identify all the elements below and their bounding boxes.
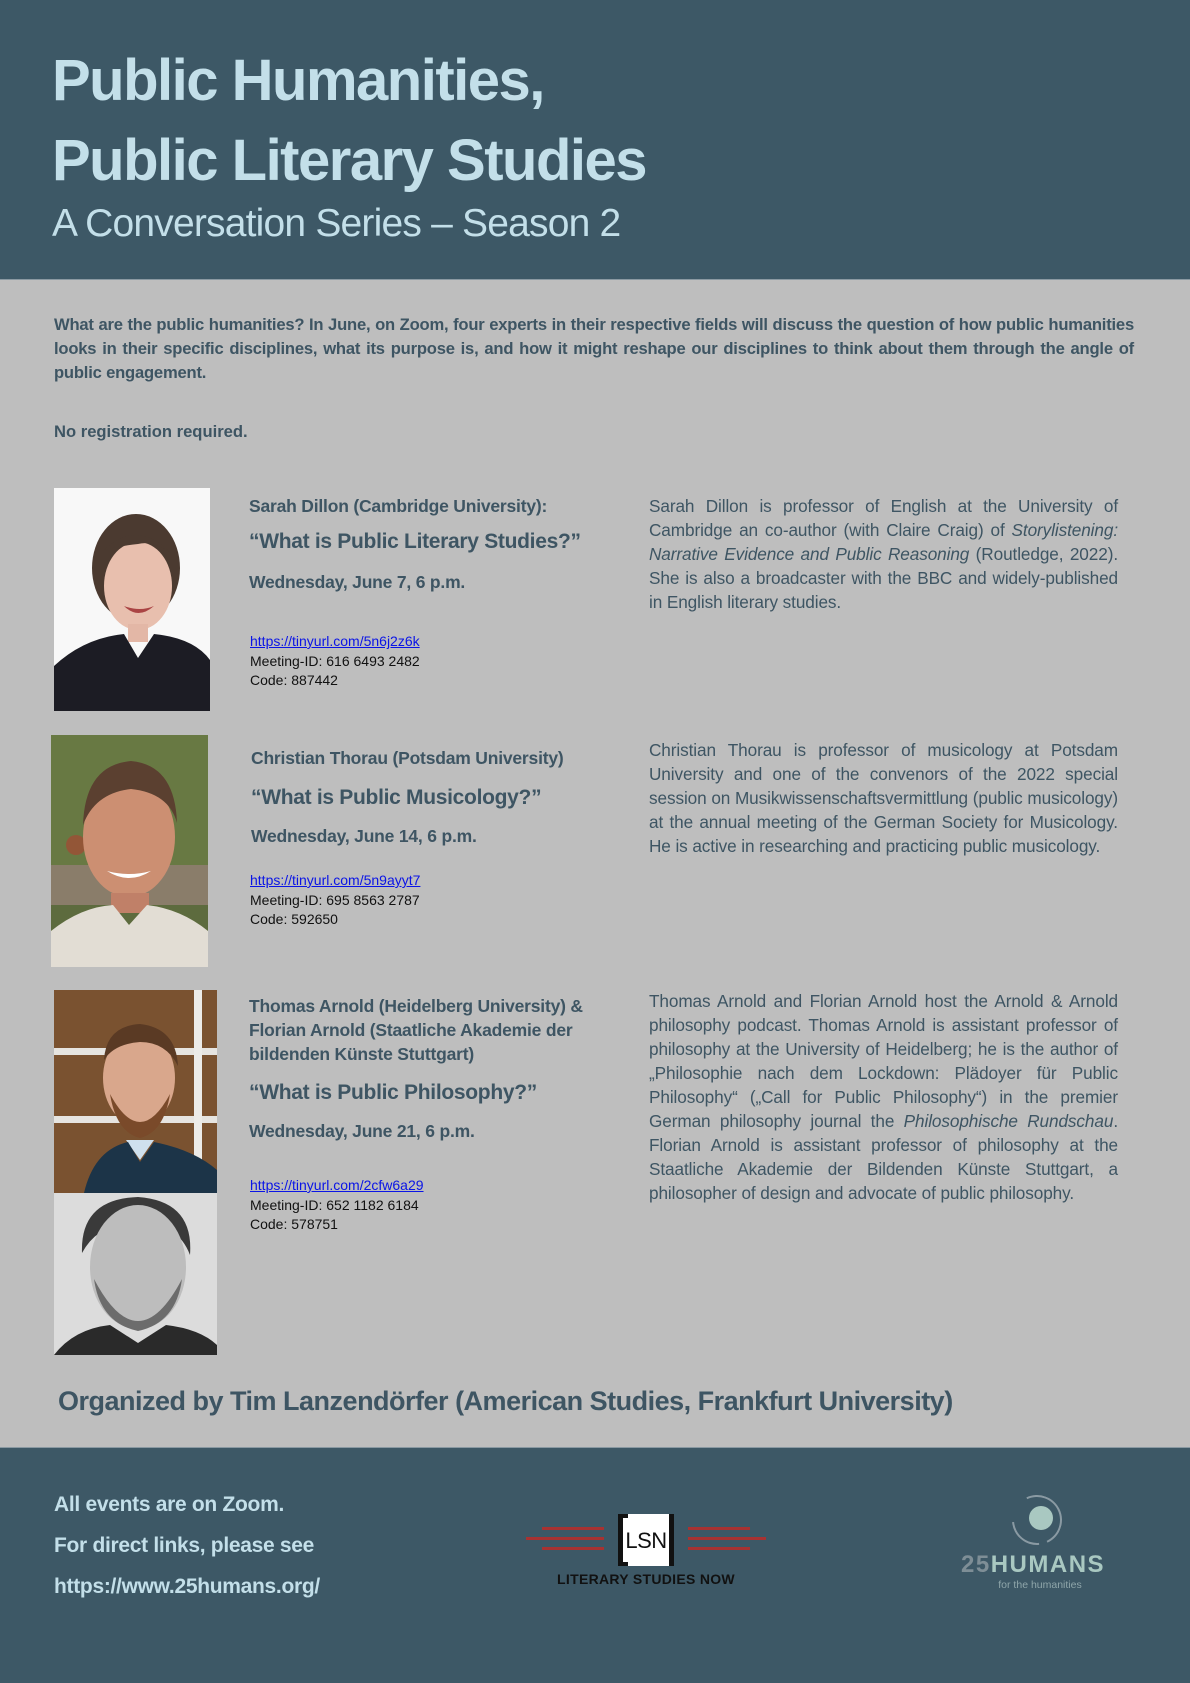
event-3-bio-text: Thomas Arnold and Florian Arnold host the Arnold & Arnold philosophy podcast. Thomas Arnold is assistant professor of philosophy at the University of Heidelberg; he is the author of „Philosophie nach dem Lockdown: Plädoyer für Public Philosophy“ („Call for Public Philosophy“) in the premier German philosophy journal the [649, 991, 1118, 1131]
portrait-thomas-arnold-image [54, 990, 217, 1193]
25humans-tagline: for the humanities [998, 1579, 1082, 1591]
event-1-bio-text: Sarah Dillon is professor of English at the University of Cambridge an co-author (with Claire Craig) of [649, 496, 1118, 540]
event-3-code: Code: 578751 [250, 1216, 338, 1232]
event-2-zoom-link[interactable]: https://tinyurl.com/5n9ayyt7 [250, 872, 421, 888]
lsn-caption: LITERARY STUDIES NOW [557, 1571, 735, 1587]
event-1-speaker: Sarah Dillon (Cambridge University): [249, 496, 548, 516]
event-2-bio: Christian Thorau is professor of musicology at Potsdam University and one of the convenors of the 2022 special session on Musikwissenschaftsvermittlung (public musicology) at the annual meeting of the German Society for Musicology. He is active in researching and practicing public musicology. [649, 740, 1118, 856]
portrait-sarah-dillon-image [54, 488, 210, 711]
event-1-date: Wednesday, June 7, 6 p.m. [249, 572, 466, 592]
footer-zoom-note: All events are on Zoom. [54, 1493, 284, 1516]
portrait-sarah-dillon [54, 488, 210, 711]
title-line-1: Public Humanities, [52, 48, 544, 113]
event-2-date: Wednesday, June 14, 6 p.m. [251, 826, 477, 846]
portrait-thomas-arnold [54, 990, 217, 1193]
portrait-christian-thorau-image [51, 735, 208, 967]
event-3-bio-journal-title: Philosophische Rundschau [903, 1111, 1114, 1131]
25humans-logo [955, 1495, 1125, 1595]
event-3-bio-text-end: . Florian Arnold is assistant professor of philosophy at the Staatliche Akademie der Bildenden Künste Stuttgart, a philosopher of design and advocate of public philosophy. [649, 1111, 1118, 1203]
lsn-bracket-icon [618, 1514, 674, 1566]
organizer-credit: Organized by Tim Lanzendörfer (American Studies, Frankfurt University) [58, 1386, 953, 1416]
lsn-stripe-icon [688, 1527, 750, 1530]
event-1-bio-book-title: Storylistening: Narrative Evidence and Public Reasoning [649, 520, 1118, 564]
event-3-title: “What is Public Philosophy?” [249, 1081, 537, 1104]
event-1-code: Code: 887442 [250, 672, 338, 688]
event-2-title: “What is Public Musicology?” [251, 786, 542, 809]
event-3-date: Wednesday, June 21, 6 p.m. [249, 1121, 475, 1141]
lsn-stripe-icon [542, 1527, 604, 1530]
header-banner [0, 0, 1190, 280]
event-2-speaker: Christian Thorau (Potsdam University) [251, 748, 564, 768]
event-3-bio [649, 989, 1118, 1205]
subtitle: A Conversation Series – Season 2 [52, 202, 621, 245]
footer-links-note: For direct links, please see [54, 1534, 315, 1557]
event-3-meeting-id: Meeting-ID: 652 1182 6184 [250, 1197, 419, 1213]
literary-studies-now-logo [526, 1510, 766, 1590]
portrait-christian-thorau [51, 735, 208, 967]
event-3-speakers: Thomas Arnold (Heidelberg University) & Florian Arnold (Staatliche Akademie der bildenden Künste Stuttgart) [249, 996, 583, 1064]
25humans-name: HUMANS [990, 1551, 1106, 1578]
25humans-wordmark [961, 1551, 1105, 1579]
event-1-meeting-id: Meeting-ID: 616 6493 2482 [250, 653, 420, 669]
event-2-meeting-id: Meeting-ID: 695 8563 2787 [250, 892, 420, 908]
footer-website-link[interactable]: https://www.25humans.org/ [54, 1575, 320, 1598]
planet-dot-icon [1029, 1506, 1053, 1530]
event-1-zoom-link[interactable]: https://tinyurl.com/5n6j2z6k [250, 633, 420, 649]
lsn-stripe-icon [688, 1537, 766, 1540]
event-1-bio [649, 494, 1118, 614]
lsn-stripe-icon [688, 1547, 750, 1550]
event-1-bio-text-end: (Routledge, 2022). She is also a broadcaster with the BBC and widely-published in English literary studies. [649, 544, 1118, 612]
intro-paragraph: What are the public humanities? In June, on Zoom, four experts in their respective fields will discuss the question of how public humanities looks in their specific disciplines, what its purpose is, and how it might reshape our disciplines to think about them through the angle of public engagement. [54, 315, 1134, 382]
event-2-code: Code: 592650 [250, 911, 338, 927]
registration-note: No registration required. [54, 422, 248, 441]
lsn-stripe-icon [526, 1537, 604, 1540]
lsn-stripe-icon [542, 1547, 604, 1550]
25humans-number: 25 [961, 1551, 991, 1578]
event-1-title: “What is Public Literary Studies?” [249, 530, 581, 553]
portrait-florian-arnold-image [54, 1193, 217, 1355]
event-3-zoom-link[interactable]: https://tinyurl.com/2cfw6a29 [250, 1177, 424, 1193]
portrait-florian-arnold [54, 1193, 217, 1355]
lsn-mark: LSN [625, 1528, 667, 1553]
title-line-2: Public Literary Studies [52, 128, 647, 193]
